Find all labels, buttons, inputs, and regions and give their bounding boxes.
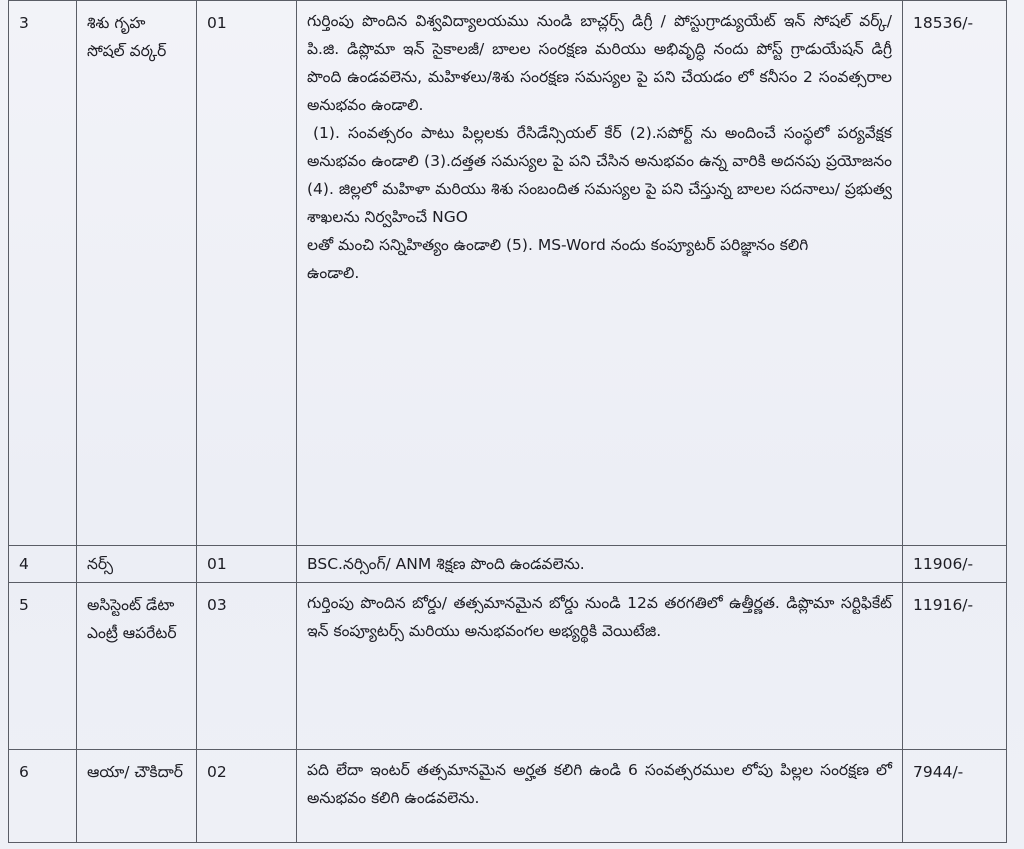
qualification-cell [297,1,903,546]
serial-number-cell: 6 [9,750,77,843]
qualification-cell [297,546,903,583]
table-row [9,546,1007,583]
table-row [9,583,1007,750]
table-row [9,1,1007,546]
salary-cell: 11916/- [903,583,1007,750]
serial-number-cell: 4 [9,546,77,583]
salary-cell: 18536/- [903,1,1007,546]
post-count-cell: 03 [197,583,297,750]
qualification-paragraph: BSC.నర్సింగ్/ ANM శిక్షణ పొంది ఉండవలెను. [307,555,585,573]
salary-cell: 7944/- [903,750,1007,843]
post-name-cell: ఆయా/ చౌకిదార్ [77,750,197,843]
qualification-paragraph: గుర్తింపు పొందిన బోర్డు/ తత్సమానమైన బోర్డు నుండి 12వ తరగతిలో ఉత్తీర్ణత. డిప్లొమా సర్టిఫికేట్ ఇన్ కంప్యూటర్స్ మరియు అనుభవంగల అభ్యర్థికి వెయిటేజి. [307,594,892,640]
post-count-cell: 01 [197,1,297,546]
qualification-paragraph: గుర్తింపు పొందిన విశ్వవిద్యాలయము నుండి బాచ్లర్స్ డిగ్రీ / పోస్టుగ్రాడ్యుయేట్ ఇన్ సోషల్ వర్క్/ పి.జి. డిప్లొమా ఇన్ సైకాలజీ/ బాలల సంరక్షణ మరియు అభివృద్ధి నందు పోస్ట్ గ్రాడుయేషన్ డిగ్రీ పొంది ఉండవలెను, మహిళలు/శిశు సంరక్షణ సమస్యల పై పని చేయడం లో కనీసం 2 సంవత్సరాల అనుభవం ఉండాలి. [307,12,892,114]
qualification-cell [297,750,903,843]
qualification-paragraph: ఉండాలి. [307,264,360,282]
post-count-cell: 02 [197,750,297,843]
serial-number-cell: 5 [9,583,77,750]
post-name-cell: నర్స్ [77,546,197,583]
recruitment-table [8,0,1007,843]
qualification-paragraph: పది లేదా ఇంటర్ తత్సమానమైన అర్హత కలిగి ఉండి 6 సంవత్సరముల లోపు పిల్లల సంరక్షణ లో అనుభవం కలిగి ఉండవలెను. [307,761,892,807]
post-name-cell: అసిస్టెంట్ డేటా ఎంట్రీ ఆపరేటర్ [77,583,197,750]
qualification-paragraph: లతో మంచి సన్నిహిత్యం ఉండాలి (5). MS-Word నందు కంప్యూటర్ పరిజ్ఞానం కలిగి [307,236,809,254]
qualification-cell [297,583,903,750]
qualification-paragraph: (1). సంవత్సరం పాటు పిల్లలకు రేసిడేన్సియల్ కేర్ (2).సపోర్ట్ ను అందించే సంస్థలో పర్యవేక్షక అనుభవం ఉండాలి (3).దత్తత సమస్యల పై పని చేసిన అనుభవం ఉన్న వారికి అదనపు ప్రయోజనం (4). జిల్లలో మహిళా మరియు శిశు సంబందిత సమస్యల పై పని చేస్తున్న బాలల సదనాలు/ ప్రభుత్వ శాఖలను నిర్వహించే NGO [307,124,892,226]
serial-number-cell: 3 [9,1,77,546]
post-name-cell: శిశు గృహ సోషల్ వర్కర్ [77,1,197,546]
post-count-cell: 01 [197,546,297,583]
salary-cell: 11906/- [903,546,1007,583]
table-row [9,750,1007,843]
